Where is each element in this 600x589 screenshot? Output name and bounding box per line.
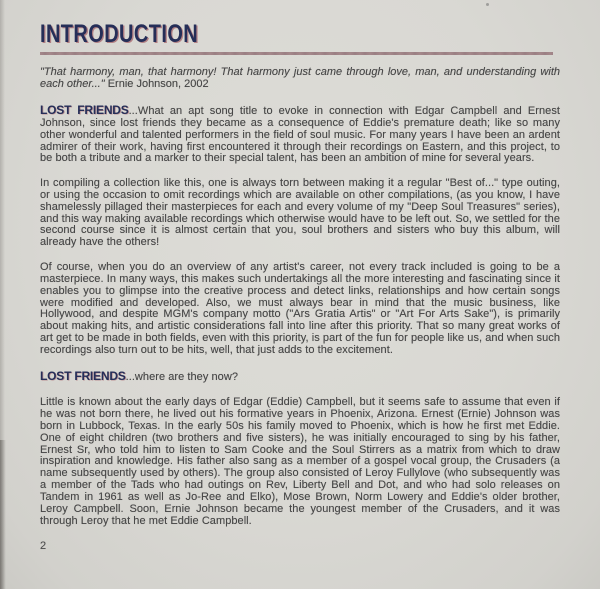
quote-text: "That harmony, man, that harmony! That harmony just came through love, man, and understanding with each other..." <box>40 66 560 90</box>
lost-friends-heading: LOST FRIENDS <box>40 102 129 117</box>
page-title: INTRODUCTION <box>40 20 199 48</box>
scan-edge-shadow <box>0 0 5 589</box>
epigraph-quote <box>40 67 560 91</box>
paragraph-text: In compiling a collection like this, one is always torn between making it a regular "Best of..." type outing, or using the occasion to omit recordings which are available on other compilations, (as you know, I have shamelessly pillaged their masterpieces for each and every volume of my "Deep Soul Treasures" series), and this way making available recordings which otherwise would have to be left out. So, we settled for the second course since it is almost certain that you, soul brothers and sisters who buy this album, will already have the others! <box>40 176 560 249</box>
paragraph-text: ...where are they now? <box>125 371 238 384</box>
paragraph-text: Little is known about the early days of Edgar (Eddie) Campbell, but it seems safe to assume that even if he was not born there, he lived out his formative years in Phoenix, Arizona. Ernest (Ernie) Johnson was born in Lubbock, Texas. In the early 50s his family moved to Phoenix, which is how he first met Eddie. One of eight children (two brothers and five sisters), he was initially encouraged to sing by his father, Ernest Sr, who told him to listen to Sam Cooke and the Soul Stirrers as a matrix from which to draw inspiration and knowledge. His father also sang as a member of a gospel vocal group, the Crusaders (a name subsequently used by others). The group also consisted of Leroy Fullylove (who subsequently was a member of the Tads who had outings on Rev, Liberty Bell and Dot, and who had solo releases on Tandem in 1961 as well as Jo-Ree and Elko), Mose Brown, Norm Lowery and Eddie's older brother, Leroy Campbell. Soon, Ernie Johnson became the youngest member of the Crusaders, and it was through Leroy that he met Eddie Campbell. <box>40 395 560 527</box>
paragraph-lost-friends-intro <box>40 102 560 166</box>
page-number: 2 <box>40 540 47 553</box>
title-rule <box>40 52 553 55</box>
scan-streak <box>0 440 6 589</box>
paragraph-text: Of course, when you do an overview of any artist's career, not every track included is going to be a masterpiece. In many ways, this makes such undertakings all the more interesting and fascinating since it enables you to glimpse into the creative process and detect links, relationships and how certain songs were modified and developed. Also, we must always bear in mind that the music business, like Hollywood, and despite MGM's company motto ("Ars Gratia Artis" or "Art For Arts Sake"), is primarily about making hits, and artistic considerations fall into line after this priority. That so many great works of art get to be made in both fields, even with this priority, is part of the fun for people like us, and when such recordings also turn out to be hits, well, that just adds to the excitement. <box>40 260 560 357</box>
lost-friends-heading: LOST FRIENDS <box>40 369 126 384</box>
page-content <box>40 22 560 552</box>
paragraph-compiling <box>40 178 560 249</box>
quote-attribution: Ernie Johnson, 2002 <box>104 77 209 90</box>
paragraph-where-are-they-now <box>40 371 560 384</box>
paragraph-text: ...What an apt song title to evoke in connection with Edgar Campbell and Ernest Johnson, since lost friends they became as a consequence of Eddie's premature death; like so many other wonderful and talented performers in the field of soul music. For many years I have been an ardent admirer of their work, having first encountered it through their recordings on Eastern, and this project, to be both a tribute and a marker to their special talent, has been an ambition of mine for several years. <box>40 104 560 165</box>
paragraph-overview <box>40 262 560 357</box>
paragraph-early-days <box>40 397 560 528</box>
dust-speck <box>486 3 489 6</box>
